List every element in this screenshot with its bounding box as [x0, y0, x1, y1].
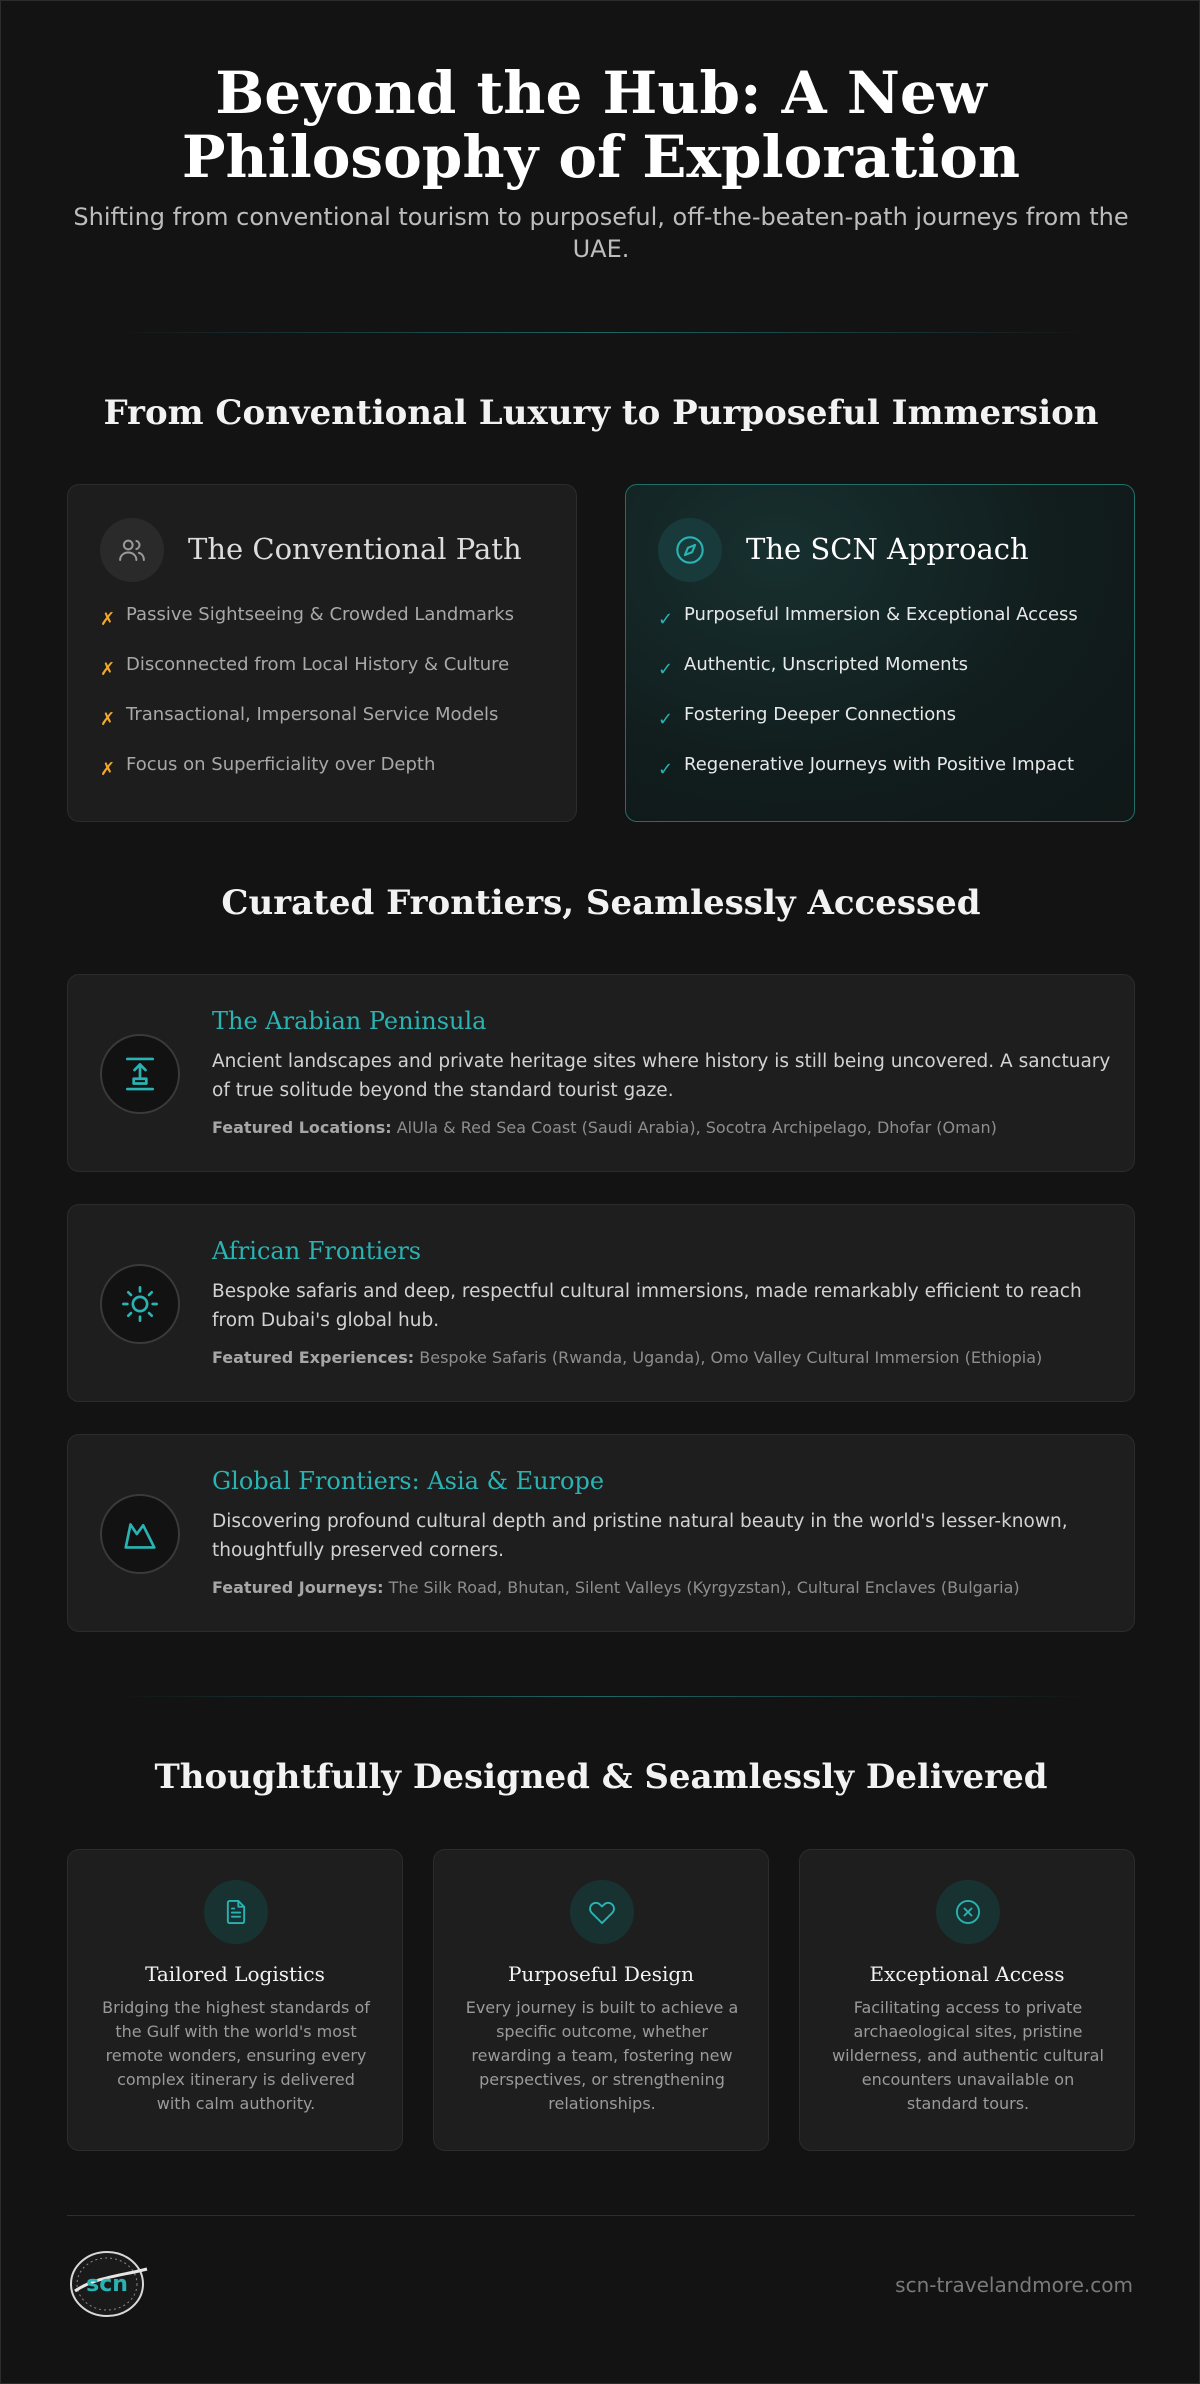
- feature-card-purposeful-design: [433, 1849, 769, 2151]
- footer-url: scn-travelandmore.com: [895, 2273, 1133, 2297]
- destination-featured: [212, 1347, 1112, 1369]
- list-item: [658, 603, 1118, 653]
- heart-icon: [570, 1880, 634, 1944]
- check-mark-icon: ✓: [658, 659, 674, 680]
- destination-title: The Arabian Peninsula: [212, 1007, 487, 1035]
- section-divider: [111, 1696, 1091, 1697]
- hero-subtitle: Shifting from conventional tourism to purposeful, off-the-beaten-path journeys from the UAE.: [73, 203, 1129, 263]
- document-icon: [204, 1880, 268, 1944]
- conventional-path-title: The Conventional Path: [188, 532, 522, 566]
- scn-approach-list: [658, 603, 1118, 803]
- svg-text:scn: scn: [86, 2272, 128, 2297]
- list-item: [100, 753, 560, 803]
- destination-description: Discovering profound cultural depth and pristine natural beauty in the world's lesser-known, thoughtfully preserved corners.: [212, 1511, 1068, 1561]
- conventional-path-card: [67, 484, 577, 822]
- users-icon: [100, 518, 164, 582]
- featured-label: Featured Experiences:: [212, 1348, 415, 1367]
- list-item: [658, 653, 1118, 703]
- list-item: [658, 753, 1118, 803]
- list-item: [658, 703, 1118, 753]
- delivery-heading: Thoughtfully Designed & Seamlessly Delivered: [154, 1757, 1048, 1797]
- destination-featured: [212, 1117, 1112, 1139]
- monument-icon: [100, 1034, 180, 1114]
- feature-title: Purposeful Design: [507, 1962, 695, 1986]
- list-item: [100, 703, 560, 753]
- scn-approach-title: The SCN Approach: [746, 532, 1029, 566]
- featured-value: The Silk Road, Bhutan, Silent Valleys (Kyrgyzstan), Cultural Enclaves (Bulgaria): [383, 1578, 1020, 1597]
- cross-mark-icon: ✗: [100, 659, 116, 680]
- list-item-text: Regenerative Journeys with Positive Impact: [684, 754, 1075, 775]
- check-mark-icon: ✓: [658, 759, 674, 780]
- destination-description: Bespoke safaris and deep, respectful cultural immersions, made remarkably efficient to reach from Dubai's global hub.: [212, 1281, 1082, 1331]
- hero-title-line1: Beyond the Hub: A New: [215, 59, 987, 127]
- feature-card-tailored-logistics: [67, 1849, 403, 2151]
- feature-title: Tailored Logistics: [145, 1962, 325, 1986]
- scn-approach-card: [625, 484, 1135, 822]
- compass-icon: [658, 518, 722, 582]
- destination-description: Ancient landscapes and private heritage sites where history is still being uncovered. A sanctuary of true solitude beyond the standard tourist gaze.: [212, 1051, 1111, 1101]
- hero-title: [1, 61, 1200, 189]
- feature-description: Bridging the highest standards of the Gulf with the world's most remote wonders, ensuring every complex itinerary is delivered with calm authority.: [102, 1998, 370, 2113]
- destination-card-global-frontiers: [67, 1434, 1135, 1632]
- featured-value: AlUla & Red Sea Coast (Saudi Arabia), Socotra Archipelago, Dhofar (Oman): [391, 1118, 997, 1137]
- featured-label: Featured Locations:: [212, 1118, 392, 1137]
- featured-label: Featured Journeys:: [212, 1578, 384, 1597]
- destination-card-arabian-peninsula: [67, 974, 1135, 1172]
- cross-mark-icon: ✗: [100, 609, 116, 630]
- check-mark-icon: ✓: [658, 609, 674, 630]
- mountain-icon: [100, 1494, 180, 1574]
- list-item-text: Fostering Deeper Connections: [684, 704, 957, 725]
- list-item-text: Purposeful Immersion & Exceptional Access: [684, 604, 1078, 625]
- list-item-text: Focus on Superficiality over Depth: [126, 754, 436, 775]
- frontiers-heading: Curated Frontiers, Seamlessly Accessed: [221, 883, 981, 923]
- feature-card-exceptional-access: [799, 1849, 1135, 2151]
- hero-title-line2: Philosophy of Exploration: [181, 123, 1021, 191]
- section-divider: [111, 332, 1091, 333]
- cross-mark-icon: ✗: [100, 759, 116, 780]
- featured-value: Bespoke Safaris (Rwanda, Uganda), Omo Valley Cultural Immersion (Ethiopia): [414, 1348, 1043, 1367]
- destination-card-african-frontiers: [67, 1204, 1135, 1402]
- scn-logo: [65, 2247, 151, 2321]
- conventional-path-list: [100, 603, 560, 803]
- list-item-text: Disconnected from Local History & Culture: [126, 654, 510, 675]
- check-mark-icon: ✓: [658, 709, 674, 730]
- destination-title: African Frontiers: [212, 1237, 422, 1265]
- destination-featured: [212, 1577, 1112, 1599]
- footer-divider: [67, 2215, 1135, 2216]
- feature-description: Every journey is built to achieve a specific outcome, whether rewarding a team, fostering new perspectives, or strengthening relationships.: [465, 1998, 739, 2113]
- list-item: [100, 653, 560, 703]
- destination-title: Global Frontiers: Asia & Europe: [212, 1467, 605, 1495]
- list-item-text: Transactional, Impersonal Service Models: [126, 704, 499, 725]
- list-item-text: Passive Sightseeing & Crowded Landmarks: [126, 604, 515, 625]
- circle-x-icon: [936, 1880, 1000, 1944]
- list-item: [100, 603, 560, 653]
- cross-mark-icon: ✗: [100, 709, 116, 730]
- feature-description: Facilitating access to private archaeological sites, pristine wilderness, and authentic cultural encounters unavailable on standard tours.: [832, 1998, 1104, 2113]
- list-item-text: Authentic, Unscripted Moments: [684, 654, 969, 675]
- comparison-heading: From Conventional Luxury to Purposeful Immersion: [103, 393, 1099, 433]
- feature-title: Exceptional Access: [869, 1962, 1065, 1986]
- sun-icon: [100, 1264, 180, 1344]
